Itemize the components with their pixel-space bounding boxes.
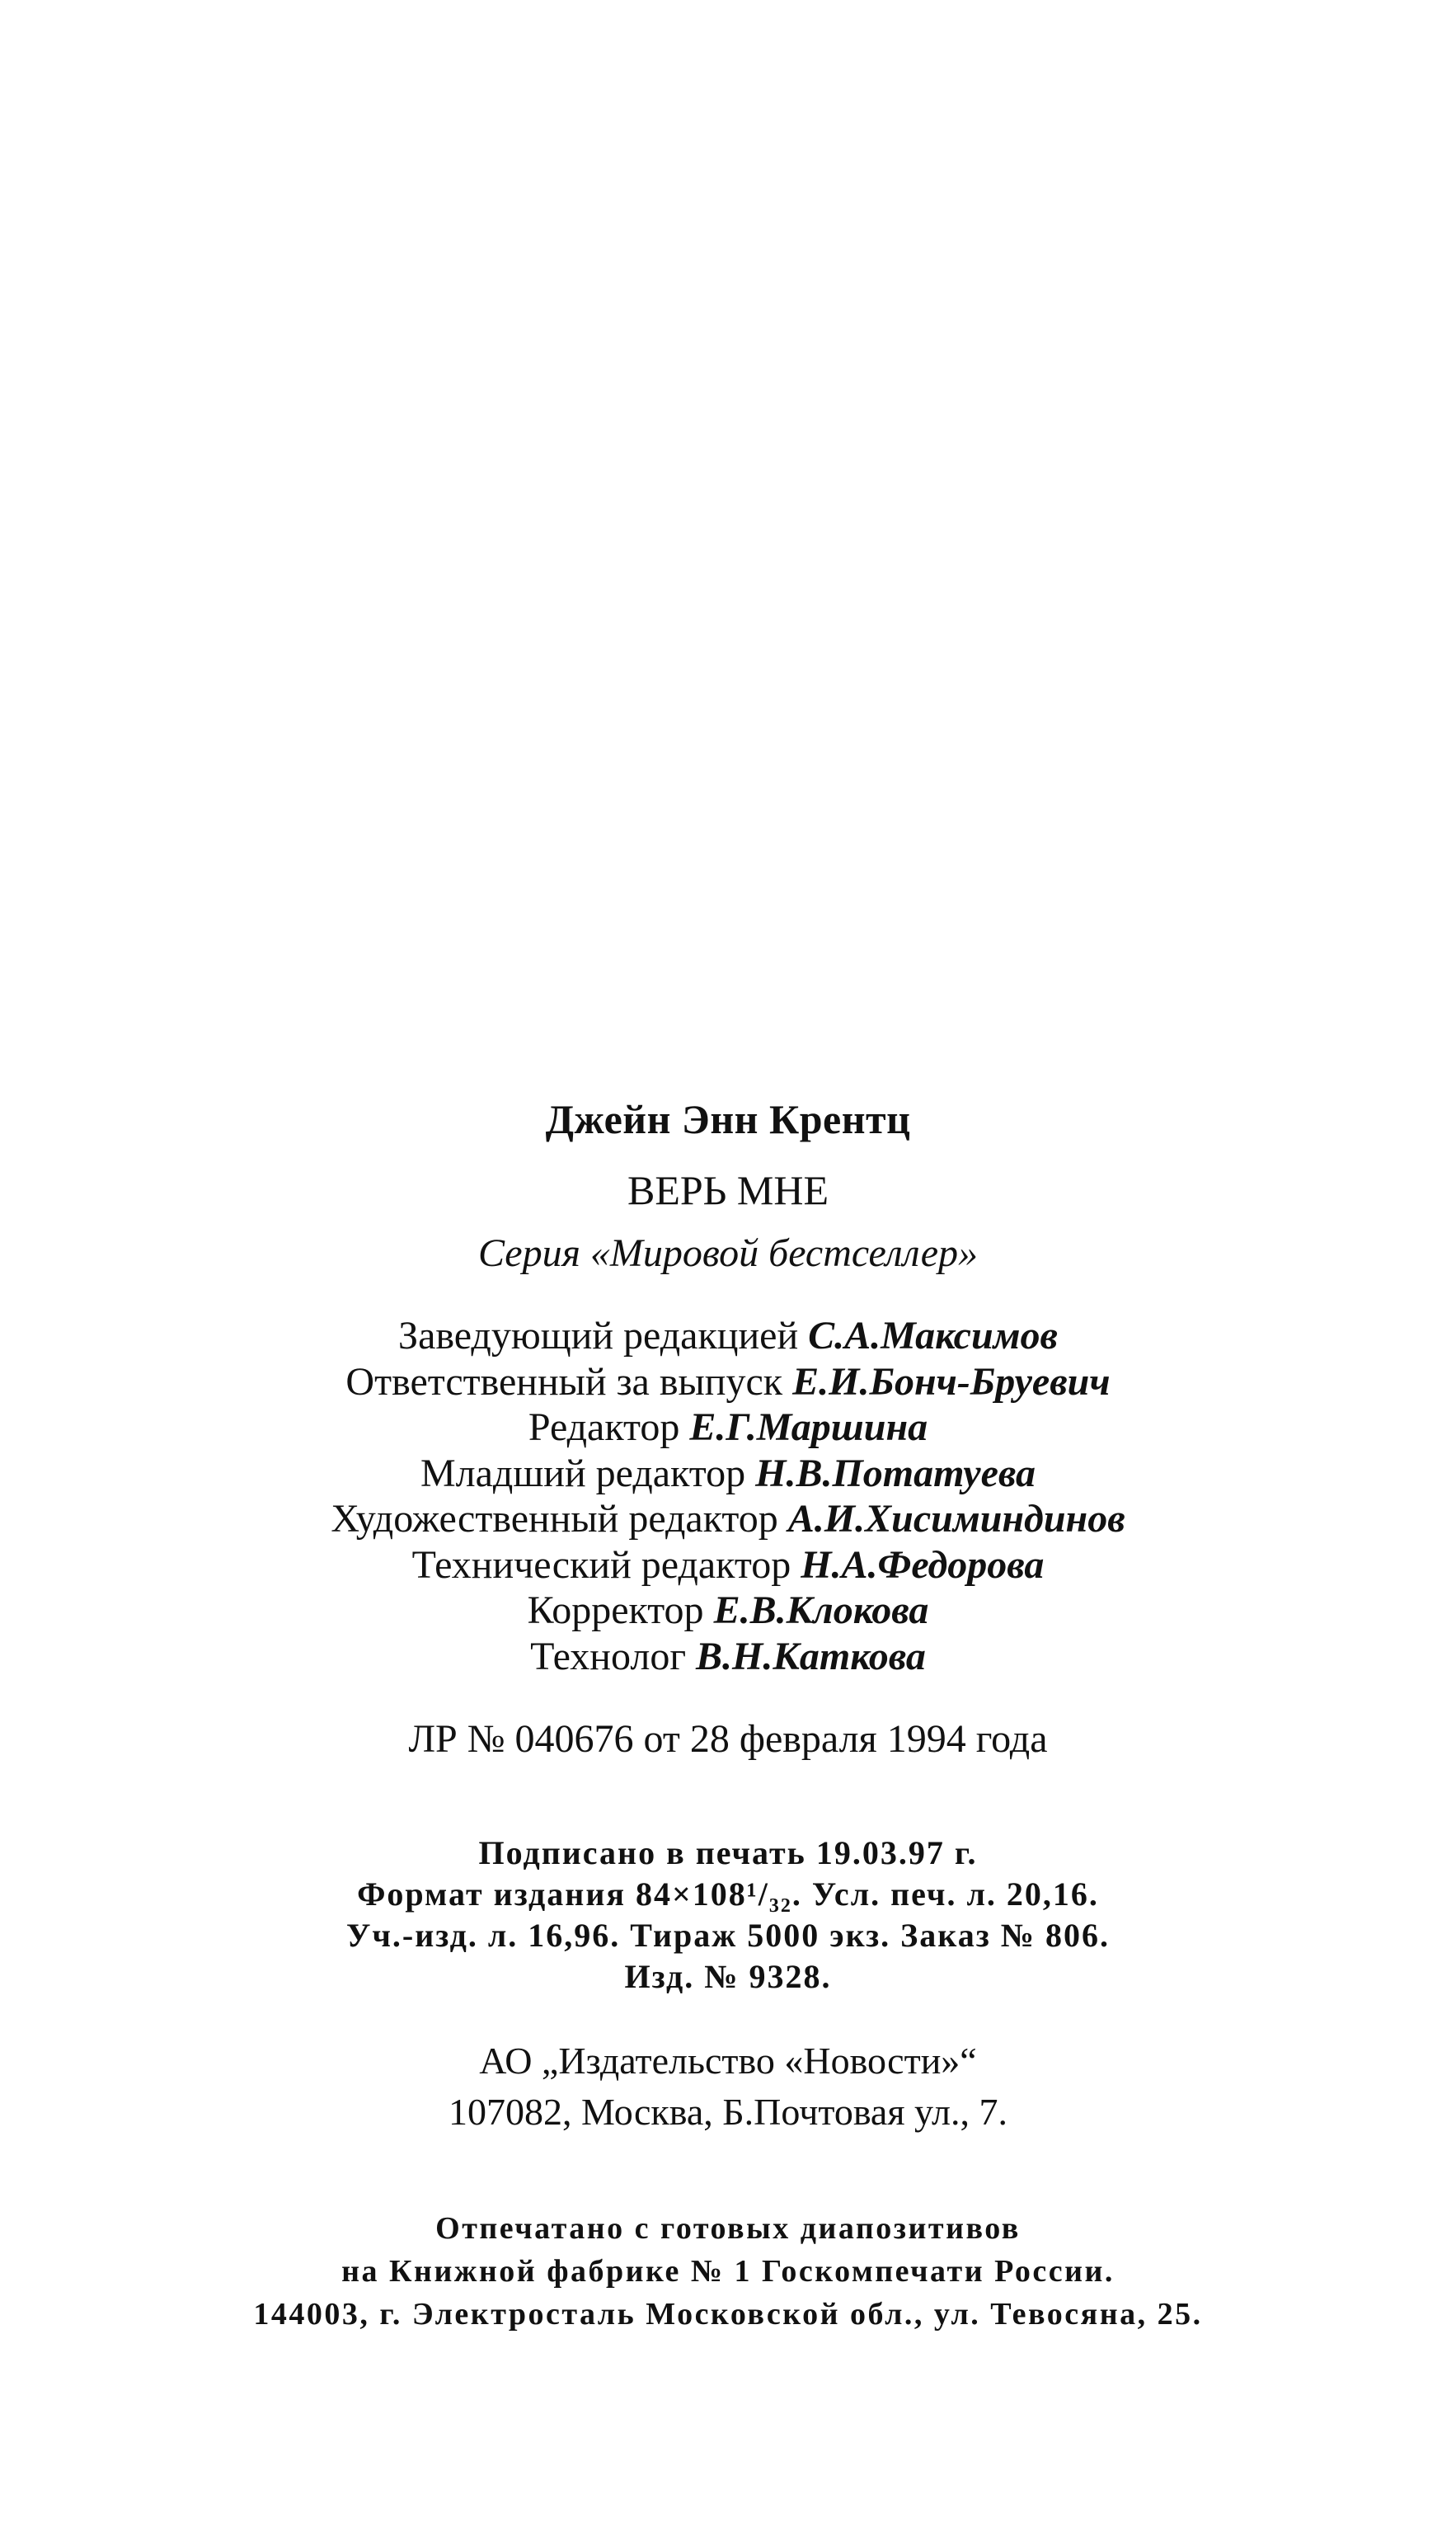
publisher-address: 107082, Москва, Б.Почтовая ул., 7. [449,2091,1007,2133]
credit-line [0,1588,1456,1634]
credit-person: Е.В.Клокова [713,1588,929,1632]
publisher-name: АО „Издательство «Новости»“ [479,2040,977,2082]
imprint-line: Подписано в печать 19.03.97 г. [478,1834,978,1871]
credit-line [0,1359,1456,1405]
book-title: ВЕРЬ МНЕ [627,1167,829,1213]
credit-role: Технолог [530,1634,686,1678]
credit-person: Е.Г.Маршина [689,1405,928,1449]
publisher-info [0,2035,1456,2138]
printer-address: 144003, г. Электросталь Московской обл., ул. Тевосяна, 25. [253,2297,1203,2332]
printer-info [0,2207,1456,2336]
credit-role: Художественный редактор [331,1497,778,1541]
license-number: ЛР № 040676 от 28 февраля 1994 года [408,1717,1048,1761]
credit-line [0,1405,1456,1451]
credit-person: Н.В.Потатуева [755,1451,1036,1495]
credit-role: Редактор [528,1405,680,1449]
book-series: Серия «Мировой бестселлер» [477,1231,979,1275]
credit-person: В.Н.Каткова [696,1634,926,1678]
credit-person: Н.А.Федорова [801,1542,1045,1587]
credit-line [0,1496,1456,1542]
credit-person: С.А.Максимов [808,1314,1058,1358]
credit-line [0,1634,1456,1680]
credit-role: Заведующий редакцией [398,1314,799,1358]
imprint-line: Уч.-изд. л. 16,96. Тираж 5000 экз. Заказ № 806. [346,1917,1110,1954]
credit-role: Корректор [527,1588,704,1632]
credit-person: Е.И.Бонч-Бруевич [792,1359,1111,1404]
credit-role: Младший редактор [420,1451,746,1495]
imprint-line: Формат издания 84×108¹/₃₂. Усл. печ. л. 20,16. [357,1875,1099,1913]
imprint-line: Изд. № 9328. [624,1958,832,1995]
credit-line [0,1451,1456,1497]
printer-line: Отпечатано с готовых диапозитивов [435,2211,1021,2246]
editorial-credits [0,1313,1456,1679]
book-author: Джейн Энн Крентц [545,1096,911,1142]
print-imprint [0,1833,1456,1998]
credit-role: Технический редактор [411,1542,791,1587]
credit-line [0,1542,1456,1588]
credit-person: А.И.Хисиминдинов [787,1497,1125,1541]
credit-line [0,1313,1456,1359]
printer-line: на Книжной фабрике № 1 Госкомпечати России. [341,2254,1115,2289]
credit-role: Ответственный за выпуск [345,1359,783,1404]
